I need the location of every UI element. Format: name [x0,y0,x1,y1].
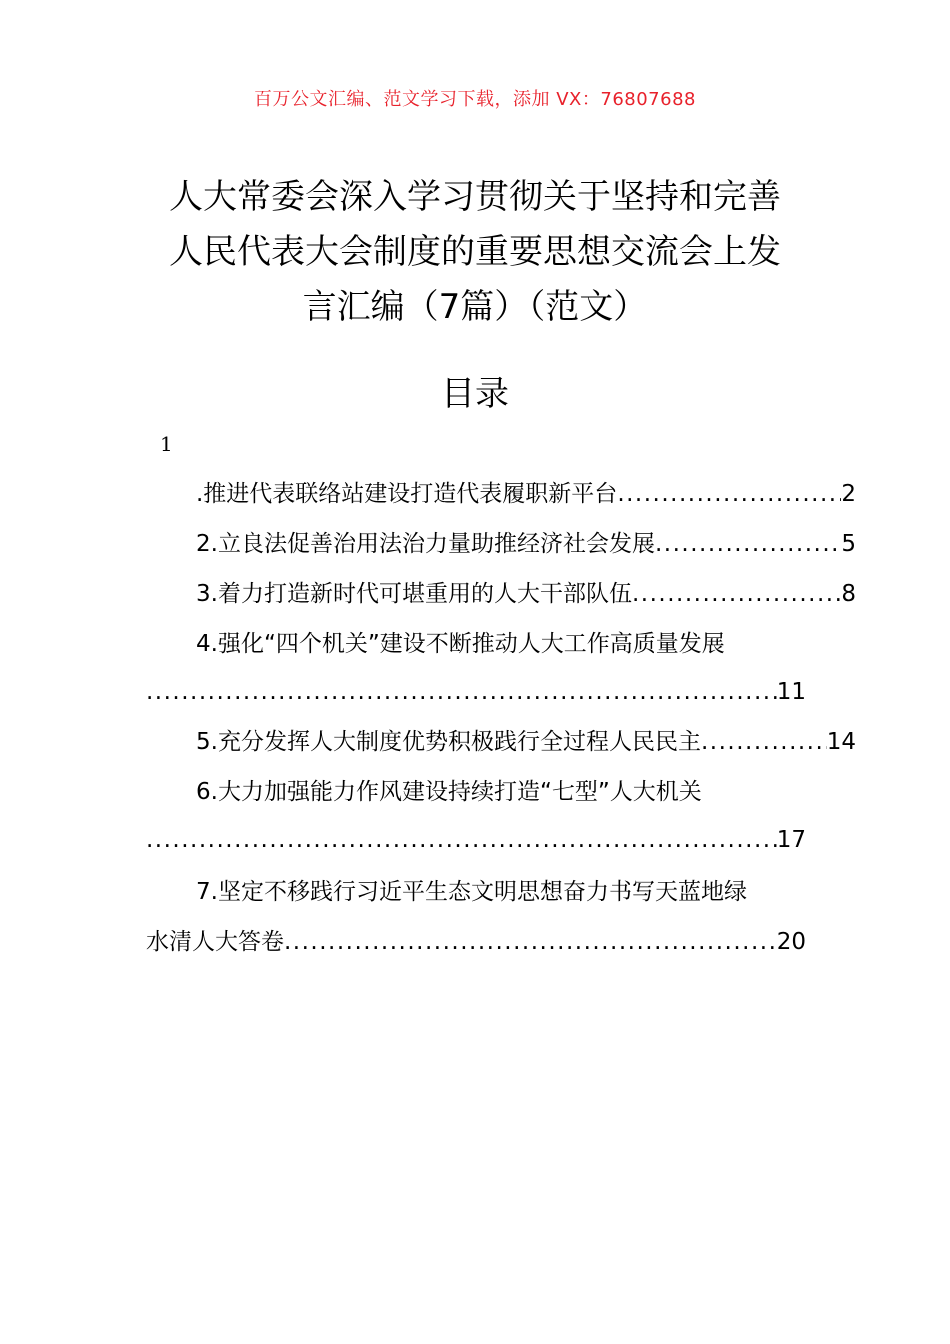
toc-page-number: 5 [841,531,856,557]
toc-entry-label: 6.大力加强能力作风建设持续打造“七型”人大机关 [196,779,702,805]
toc-page-number: 17 [776,827,806,853]
toc-page-number: 11 [776,679,806,705]
toc-entry-6-label[interactable] [146,775,856,809]
title-line-1: 人大常委会深入学习贯彻关于坚持和完善 [169,177,781,217]
toc-entry-label: 2.立良法促善治用法治力量助推经济社会发展 [196,531,655,557]
toc-leader-dots [146,823,777,857]
download-banner: 百万公文汇编、范文学习下载，添加 VX：76807688 [254,89,696,110]
toc-entry-1[interactable] [146,477,856,511]
toc-entry-6-leader[interactable] [146,823,806,857]
toc-leader-dots [617,477,841,511]
toc-page-number: 20 [776,929,806,955]
toc-heading: 目录 [441,374,509,414]
toc-entry-label: 3.着力打造新时代可堪重用的人大干部队伍 [196,581,632,607]
toc-entry-4-label[interactable] [146,627,856,661]
toc-entry-2[interactable] [146,527,856,561]
toc-entry-7-leader[interactable] [146,925,806,959]
toc-entry-label: 7.坚定不移践行习近平生态文明思想奋力书写天蓝地绿 [196,879,747,905]
document-title [140,170,810,335]
title-line-3: 言汇编（7篇）（范文） [302,287,648,327]
toc-entry-label: 5.充分发挥人大制度优势积极践行全过程人民民主 [196,729,701,755]
list-number-marker: 1 [160,432,173,456]
toc-entry-label-continued: 水清人大答卷 [146,929,284,955]
toc-entry-4-leader[interactable] [146,675,806,709]
title-line-2: 人民代表大会制度的重要思想交流会上发 [169,232,781,272]
toc-entry-label: 4.强化“四个机关”建设不断推动人大工作高质量发展 [196,631,725,657]
toc-page-number: 2 [841,481,856,507]
toc-leader-dots [284,925,777,959]
toc-page-number: 8 [841,581,856,607]
toc-page-number: 14 [826,729,856,755]
toc-entry-7-label[interactable] [146,875,856,909]
toc-entry-3[interactable] [146,577,856,611]
toc-entry-label: .推进代表联络站建设打造代表履职新平台 [196,481,618,507]
toc-entry-5[interactable] [146,725,856,759]
toc-leader-dots [632,577,841,611]
toc-leader-dots [146,675,777,709]
toc-leader-dots [701,725,827,759]
toc-leader-dots [655,527,841,561]
